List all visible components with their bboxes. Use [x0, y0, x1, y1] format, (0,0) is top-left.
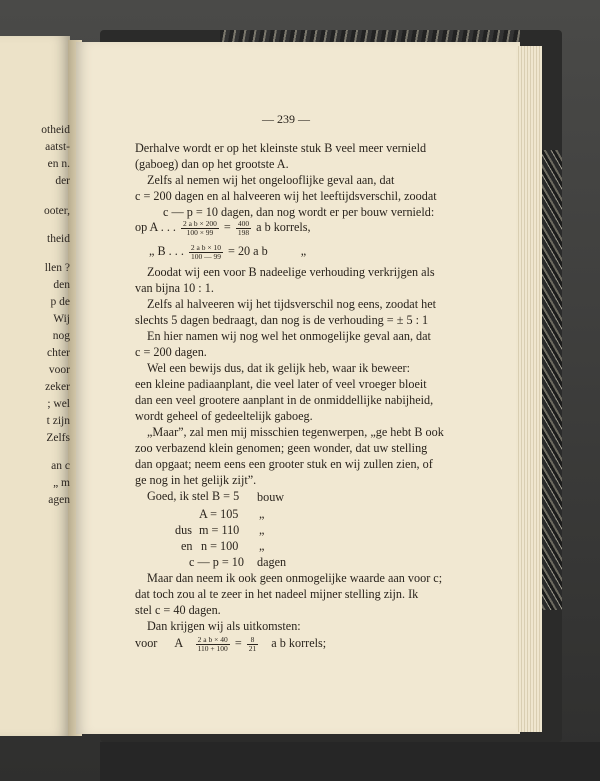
ditto-mark: „: [300, 244, 307, 259]
denominator: 21: [248, 643, 257, 653]
value-line: m = 110: [199, 523, 240, 537]
text-line: En hier namen wij nog wel het onmogelijke geval aan, dat: [147, 329, 431, 343]
left-fragment: ; wel: [47, 398, 70, 410]
fraction: [247, 636, 259, 653]
text-line: wordt geheel of gedeeltelijk gaboeg.: [135, 409, 313, 423]
denominator: 198: [237, 227, 250, 237]
page-number: — 239 —: [262, 112, 310, 126]
text-line: Zelfs al halveeren wij het tijdsverschil nog eens, zoodat het: [147, 297, 437, 311]
text-line: Maar dan neem ik ook geen onmogelijke waarde aan voor c;: [147, 571, 443, 585]
text-line: Dan krijgen wij als uitkomsten:: [147, 619, 301, 633]
text-line: Zelfs al nemen wij het ongelooflijke geval aan, dat: [147, 173, 395, 187]
left-fragment: der: [55, 175, 70, 187]
fraction: [181, 220, 219, 237]
numerator: 2 a b × 200: [183, 219, 217, 228]
text-line: c = 200 dagen.: [135, 345, 207, 359]
text-line: Zoodat wij een voor B nadeelige verhouding verkrijgen als: [147, 265, 435, 279]
denominator: 100 — 99: [190, 251, 221, 261]
fraction: [196, 636, 230, 653]
left-fragment: theid: [47, 233, 70, 245]
formula-variable: A: [174, 636, 183, 651]
left-page-text: [0, 0, 70, 781]
text-line: dan een veel grootere aanplant in de onmiddellijke nabijheid,: [135, 393, 434, 407]
numerator: 400: [237, 219, 250, 228]
value-prefix: dus: [175, 523, 192, 537]
fraction: [189, 244, 223, 261]
text-line: zoo verbazend klein genomen; geen wonder, dat uw stelling: [135, 441, 428, 455]
formula-line-b: [149, 244, 306, 261]
formula-label: op A . . .: [135, 220, 176, 235]
value-line: n = 100: [201, 539, 239, 553]
formula-line-c: [135, 636, 326, 653]
left-fragment: chter: [47, 347, 70, 359]
denominator: 110 + 100: [197, 643, 228, 653]
fraction: [236, 220, 251, 237]
text-line: van bijna 10 : 1.: [135, 281, 214, 295]
numerator: 2 a b × 10: [190, 243, 221, 252]
left-fragment: aatst-: [45, 141, 70, 153]
text-line: dan opgaat; neem eens een grooter stuk en wij zullen zien, of: [135, 457, 433, 471]
text-line: ge nog in het gelijk zijt”.: [135, 473, 257, 487]
left-fragment: voor: [48, 364, 70, 376]
formula-tail: a b korrels;: [271, 636, 327, 651]
ditto-mark: „: [259, 539, 265, 553]
left-fragment: zeker: [45, 381, 70, 393]
value-line: c — p = 10: [189, 555, 244, 569]
formula-line-a: [135, 220, 311, 237]
value-prefix: en: [181, 539, 193, 553]
text-line: stel c = 40 dagen.: [135, 603, 221, 617]
left-fragment: t zijn: [46, 415, 70, 427]
formula-label: voor: [135, 636, 158, 651]
text-line: Derhalve wordt er op het kleinste stuk B veel meer vernield: [135, 141, 427, 155]
left-fragment: Zelfs: [46, 432, 70, 444]
formula-tail: a b korrels,: [256, 220, 311, 235]
denominator: 100 × 99: [186, 227, 214, 237]
marbled-cover-top: [220, 30, 520, 42]
page-edges: [516, 46, 542, 732]
left-fragment: agen: [48, 494, 70, 506]
table-edge: [100, 742, 600, 781]
equals-sign: =: [234, 636, 242, 651]
text-line: c = 200 dagen en al halveeren wij het leeftijdsverschil, zoodat: [135, 189, 437, 203]
left-fragment: den: [53, 279, 70, 291]
text-line: c — p = 10 dagen, dan nog wordt er per bouw vernield:: [163, 205, 435, 219]
numerator: 2 a b × 40: [196, 636, 230, 645]
formula-tail: = 20 a b: [228, 244, 268, 259]
left-fragment: en n.: [47, 158, 70, 170]
left-fragment: nog: [52, 330, 70, 342]
text-line: „Maar”, zal men mij misschien tegenwerpen, „ge hebt B ook: [147, 425, 444, 439]
left-fragment: otheid: [41, 124, 70, 136]
left-fragment: „ m: [53, 477, 70, 489]
text-line: Goed, ik stel B = 5: [147, 489, 240, 503]
text-line: dat toch zou al te zeer in het nadeel mijner stelling zijn. Ik: [135, 587, 419, 601]
marbled-cover-edge: [540, 150, 562, 610]
text-line: (gaboeg) dan op het grootste A.: [135, 157, 289, 171]
text-line: slechts 5 dagen bedraagt, dan nog is de verhouding = ± 5 : 1: [135, 313, 429, 327]
ditto-mark: „: [259, 507, 265, 521]
text-line: een kleine padiaanplant, die veel later of veel vroeger bloeit: [135, 377, 427, 391]
formula-label: „ B . . .: [149, 244, 184, 259]
left-fragment: ooter,: [43, 205, 70, 217]
value-line: A = 105: [199, 507, 239, 521]
numerator: 8: [247, 636, 259, 645]
left-fragment: an c: [51, 460, 70, 472]
left-fragment: Wij: [53, 313, 70, 325]
ditto-mark: „: [259, 523, 265, 537]
left-fragment: llen ?: [44, 262, 70, 274]
equals-sign: =: [223, 220, 231, 235]
unit-label: dagen: [257, 555, 287, 569]
unit-label: bouw: [257, 490, 285, 504]
left-fragment: p de: [50, 296, 70, 308]
text-line: Wel een bewijs dus, dat ik gelijk heb, waar ik beweer:: [147, 361, 410, 375]
